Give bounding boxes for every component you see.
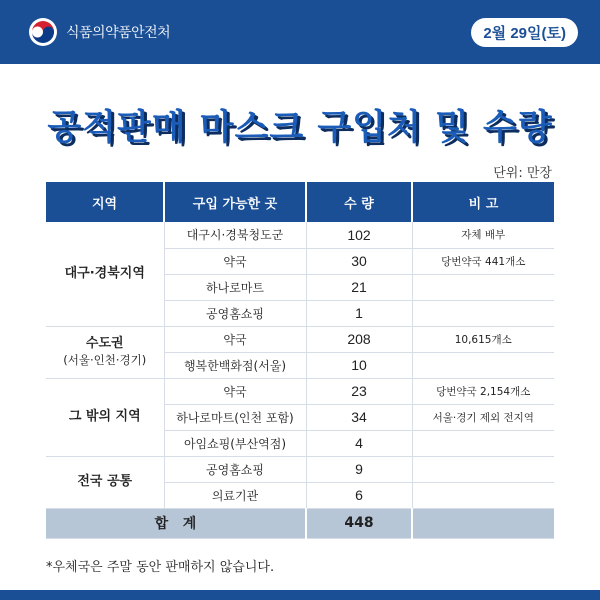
table-header-row [46, 182, 554, 222]
qty-cell: 21 [306, 274, 412, 300]
qty-cell: 208 [306, 326, 412, 352]
region-cell [46, 326, 164, 378]
note-cell: 10,615개소 [412, 326, 554, 352]
col-header-qty: 수 량 [306, 182, 412, 222]
taegeuk-emblem-icon [28, 17, 58, 47]
note-cell [412, 456, 554, 482]
note-cell: 당번약국 2,154개소 [412, 378, 554, 404]
agency-brand [28, 17, 170, 47]
note-cell [412, 300, 554, 326]
region-cell [46, 378, 164, 456]
place-cell: 아임쇼핑(부산역점) [164, 430, 306, 456]
qty-cell: 30 [306, 248, 412, 274]
place-cell: 하나로마트 [164, 274, 306, 300]
total-row [46, 508, 554, 538]
note-cell [412, 352, 554, 378]
region-name: 대구·경북지역 [64, 265, 145, 281]
place-cell: 약국 [164, 248, 306, 274]
note-cell [412, 430, 554, 456]
place-cell: 의료기관 [164, 482, 306, 508]
place-cell: 공영홈쇼핑 [164, 300, 306, 326]
note-cell: 당번약국 441개소 [412, 248, 554, 274]
region-name: 수도권 [85, 336, 124, 352]
region-name: 그 밖의 지역 [68, 409, 141, 425]
total-note-empty [412, 508, 554, 538]
place-cell: 하나로마트(인천 포함) [164, 404, 306, 430]
table-row [46, 326, 554, 352]
qty-cell: 23 [306, 378, 412, 404]
region-cell [46, 222, 164, 326]
place-cell: 공영홈쇼핑 [164, 456, 306, 482]
qty-cell: 10 [306, 352, 412, 378]
note-cell: 서울·경기 제외 전지역 [412, 404, 554, 430]
qty-cell: 102 [306, 222, 412, 248]
qty-cell: 1 [306, 300, 412, 326]
total-qty: 448 [306, 508, 412, 538]
agency-name: 식품의약품안전처 [66, 25, 171, 41]
table-row [46, 456, 554, 482]
date-badge: 2월 29일(토) [471, 18, 578, 47]
note-cell [412, 482, 554, 508]
footnote: *우체국은 주말 동안 판매하지 않습니다. [46, 560, 275, 575]
qty-cell: 9 [306, 456, 412, 482]
col-header-place: 구입 가능한 곳 [164, 182, 306, 222]
qty-cell: 6 [306, 482, 412, 508]
col-header-note: 비 고 [412, 182, 554, 222]
place-cell: 약국 [164, 326, 306, 352]
note-cell [412, 274, 554, 300]
region-name: 전국 공통 [77, 474, 133, 490]
note-cell: 자체 배부 [412, 222, 554, 248]
table-row [46, 222, 554, 248]
footer-bar [0, 590, 600, 600]
col-header-region: 지역 [46, 182, 164, 222]
header-bar [0, 0, 600, 64]
mask-sales-table [46, 182, 554, 539]
region-cell [46, 456, 164, 508]
table-row [46, 378, 554, 404]
qty-cell: 34 [306, 404, 412, 430]
content-panel [0, 64, 600, 590]
place-cell: 대구시·경북청도군 [164, 222, 306, 248]
page-title: 공적판매 마스크 구입처 및 수량 [47, 108, 553, 148]
place-cell: 약국 [164, 378, 306, 404]
total-label: 합 계 [46, 508, 306, 538]
region-subname: (서울·인천·경기) [63, 353, 147, 368]
qty-cell: 4 [306, 430, 412, 456]
place-cell: 행복한백화점(서울) [164, 352, 306, 378]
unit-label: 단위: 만장 [493, 166, 552, 181]
